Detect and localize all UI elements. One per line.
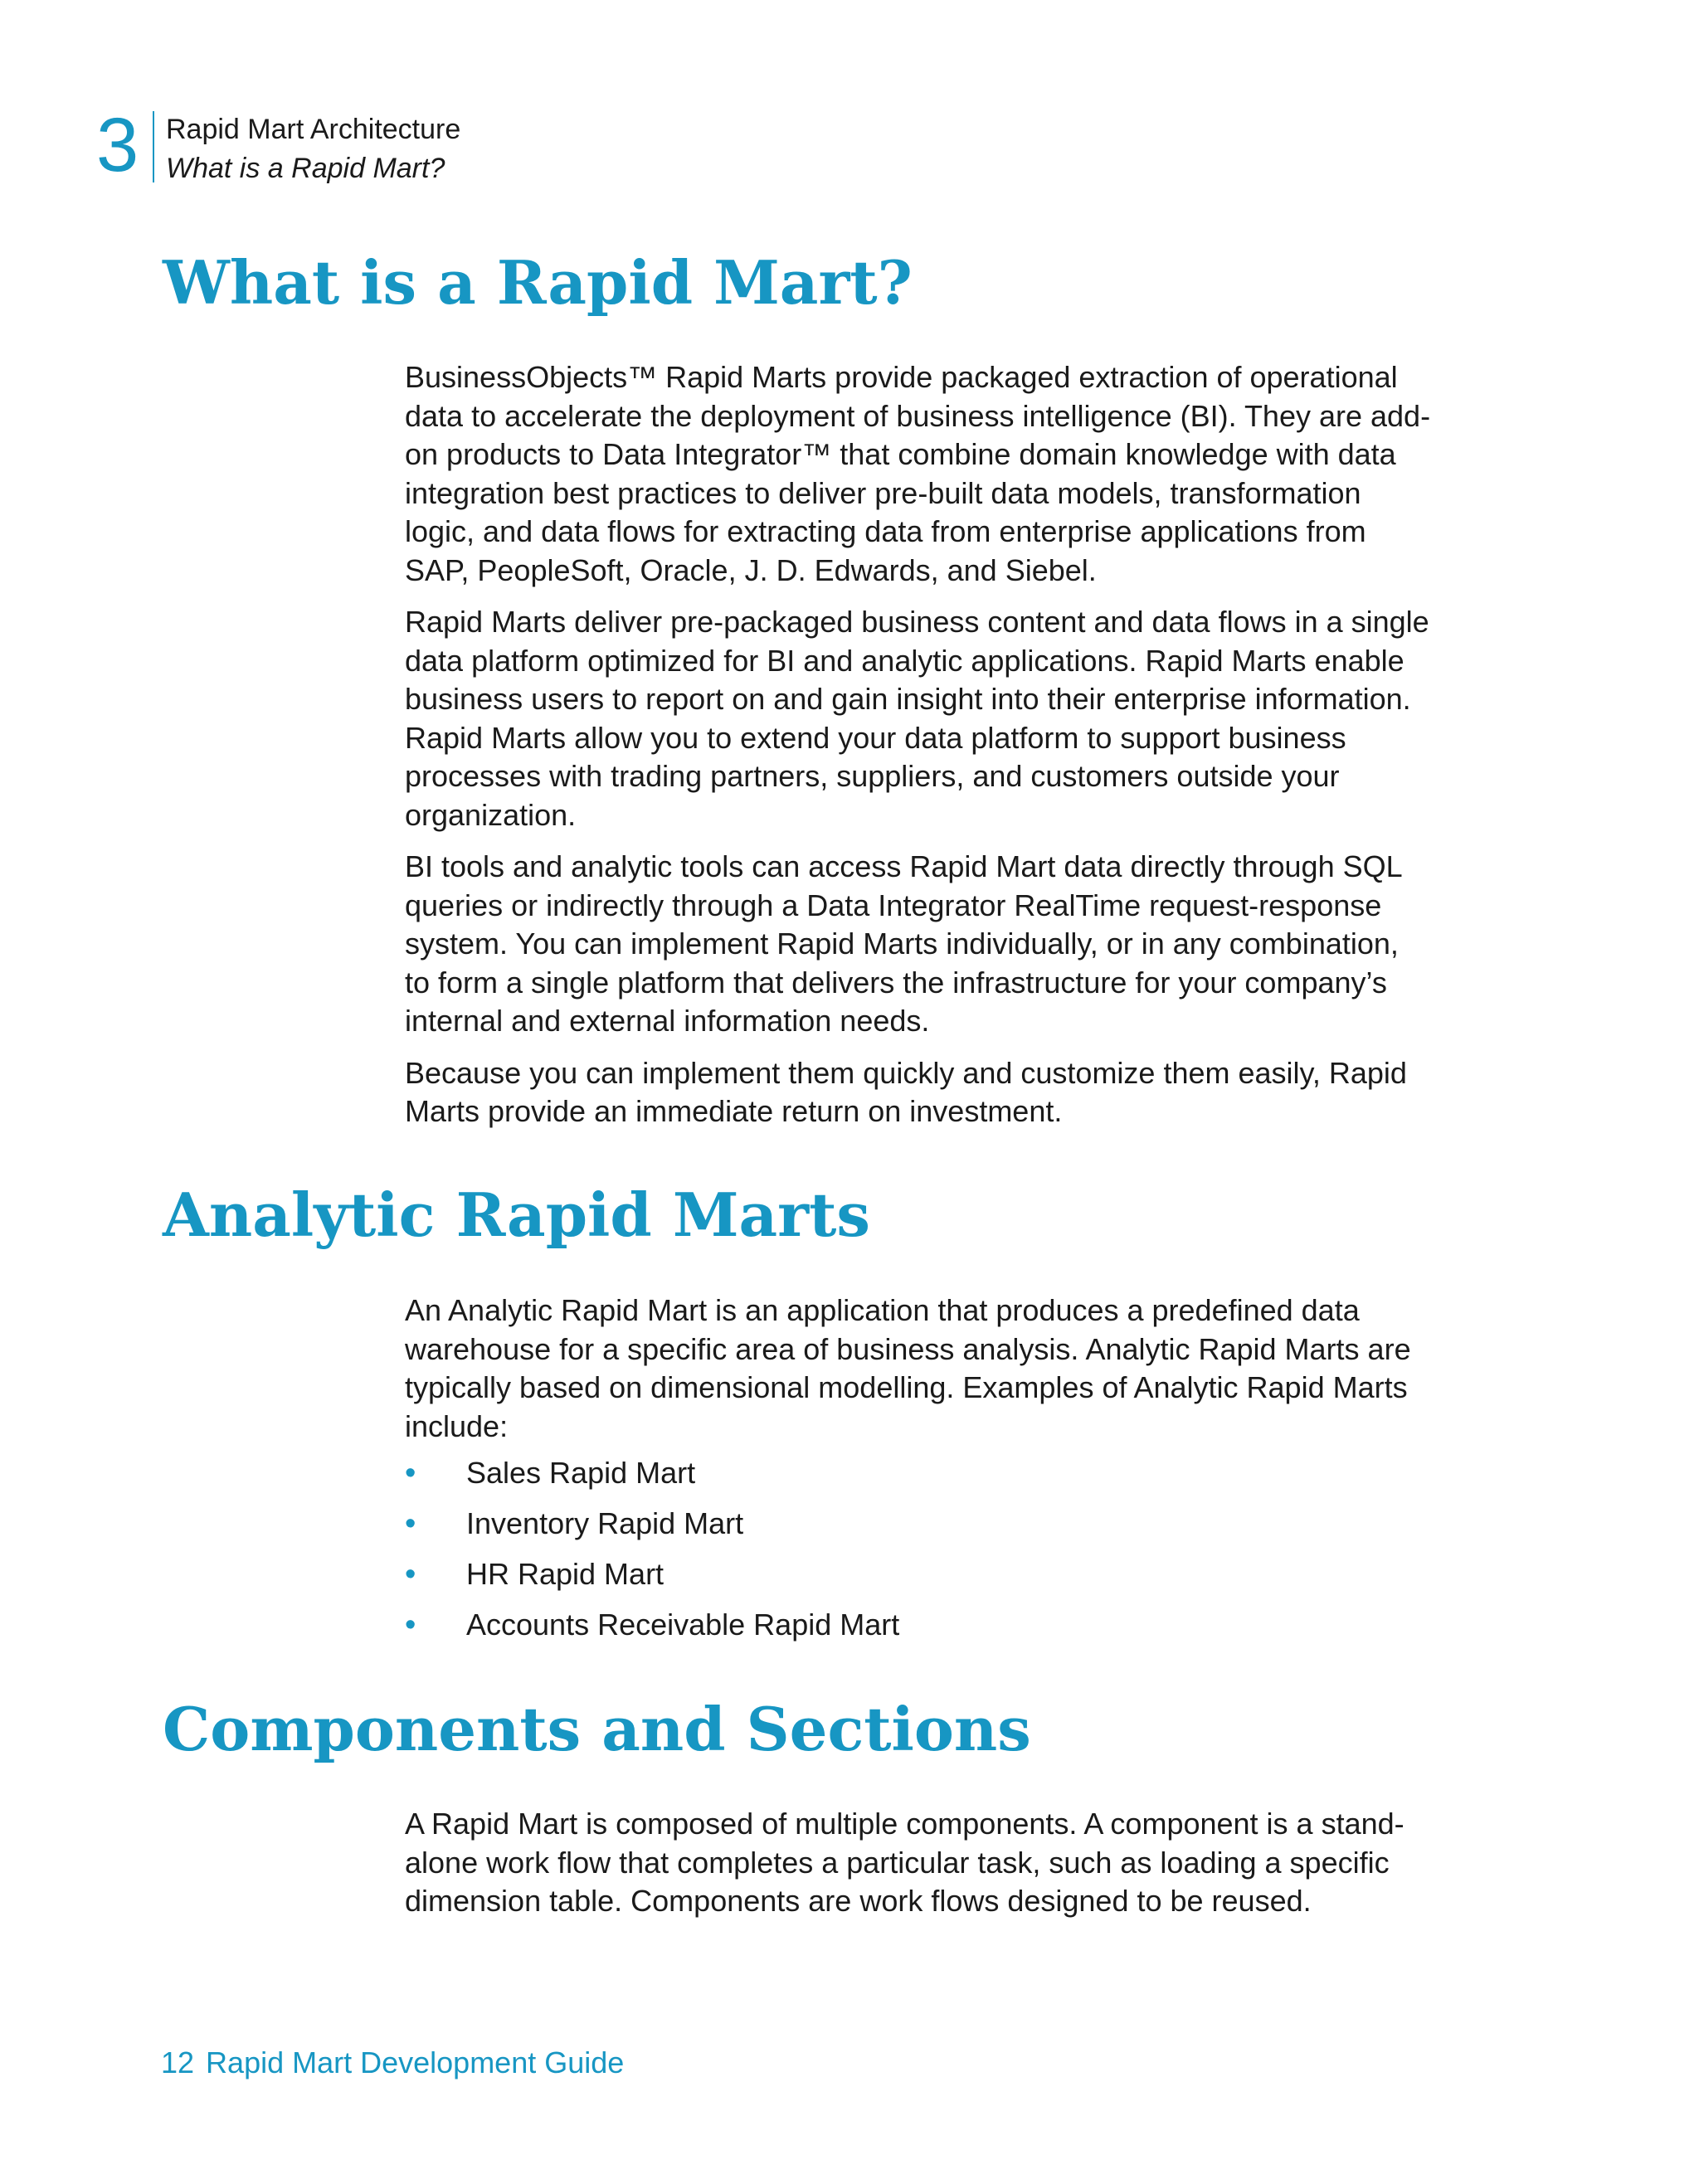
text-line: integration best practices to deliver pre-built data models, transformation: [405, 475, 1361, 510]
text-line: SAP, PeopleSoft, Oracle, J. D. Edwards, and Siebel.: [405, 552, 1097, 587]
section-what-is-rapid-mart-body: [405, 358, 1516, 1145]
text-line: Rapid Marts deliver pre-packaged business content and data flows in a single: [405, 605, 1429, 639]
text-line: warehouse for a specific area of business analysis. Analytic Rapid Marts are: [405, 1331, 1411, 1366]
analytic-rapid-marts-list: [405, 1454, 1516, 1656]
chapter-number: 3: [96, 103, 139, 187]
text-line: data to accelerate the deployment of business intelligence (BI). They are add-: [405, 398, 1431, 433]
text-line: data platform optimized for BI and analytic applications. Rapid Marts enable: [405, 643, 1404, 678]
list-item: [405, 1606, 1516, 1656]
text-line: Rapid Marts allow you to extend your data platform to support business: [405, 720, 1346, 755]
list-item: [405, 1555, 1516, 1606]
text-line: system. You can implement Rapid Marts individually, or in any combination,: [405, 927, 1399, 961]
list-item-label: Sales Rapid Mart: [466, 1456, 696, 1490]
list-item-label: Inventory Rapid Mart: [466, 1506, 744, 1540]
page-number: 12: [161, 2045, 195, 2079]
text-line: organization.: [405, 797, 577, 832]
text-line: dimension table. Components are work flows designed to be reused.: [405, 1884, 1312, 1918]
bullet-icon: •: [405, 1456, 416, 1491]
paragraph: [405, 1291, 1516, 1446]
text-line: An Analytic Rapid Mart is an application that produces a predefined data: [405, 1293, 1360, 1327]
text-line: business users to report on and gain insight into their enterprise information.: [405, 682, 1411, 716]
heading-what-is-rapid-mart: What is a Rapid Mart?: [163, 247, 913, 318]
text-line: processes with trading partners, suppliers, and customers outside your: [405, 759, 1340, 793]
text-line: on products to Data Integrator™ that combine domain knowledge with data: [405, 437, 1396, 471]
text-line: logic, and data flows for extracting data from enterprise applications from: [405, 514, 1366, 548]
text-line: Marts provide an immediate return on investment.: [405, 1094, 1063, 1128]
text-line: BI tools and analytic tools can access Rapid Mart data directly through SQL: [405, 849, 1403, 883]
chapter-title: Rapid Mart Architecture: [166, 114, 461, 145]
bullet-icon: •: [405, 1608, 416, 1642]
text-line: include:: [405, 1408, 509, 1443]
paragraph: [405, 603, 1516, 834]
list-item: [405, 1505, 1516, 1555]
list-item-label: Accounts Receivable Rapid Mart: [466, 1608, 900, 1642]
section-subtitle: What is a Rapid Mart?: [166, 153, 445, 184]
text-line: typically based on dimensional modelling. Examples of Analytic Rapid Marts: [405, 1370, 1408, 1404]
bullet-icon: •: [405, 1557, 416, 1592]
heading-analytic-rapid-marts: Analytic Rapid Marts: [163, 1180, 870, 1250]
paragraph: [405, 848, 1516, 1041]
text-line: alone work flow that completes a particular task, such as loading a specific: [405, 1845, 1390, 1880]
heading-components-and-sections: Components and Sections: [163, 1694, 1031, 1764]
bullet-icon: •: [405, 1506, 416, 1541]
list-item: [405, 1454, 1516, 1505]
page-footer: [161, 2044, 624, 2082]
list-item-label: HR Rapid Mart: [466, 1557, 665, 1591]
section-analytic-rapid-marts-body: [405, 1291, 1516, 1656]
chapter-divider: [153, 111, 154, 182]
text-line: queries or indirectly through a Data Integrator RealTime request-response: [405, 888, 1382, 922]
paragraph: [405, 1054, 1516, 1131]
paragraph: [405, 1805, 1516, 1921]
text-line: internal and external information needs.: [405, 1004, 930, 1038]
text-line: A Rapid Mart is composed of multiple components. A component is a stand-: [405, 1807, 1404, 1841]
guide-title: Rapid Mart Development Guide: [206, 2045, 625, 2079]
paragraph: [405, 358, 1516, 590]
text-line: Because you can implement them quickly and customize them easily, Rapid: [405, 1055, 1407, 1090]
text-line: BusinessObjects™ Rapid Marts provide packaged extraction of operational: [405, 360, 1398, 394]
text-line: to form a single platform that delivers the infrastructure for your company’s: [405, 965, 1387, 1000]
section-components-body: [405, 1805, 1516, 1934]
